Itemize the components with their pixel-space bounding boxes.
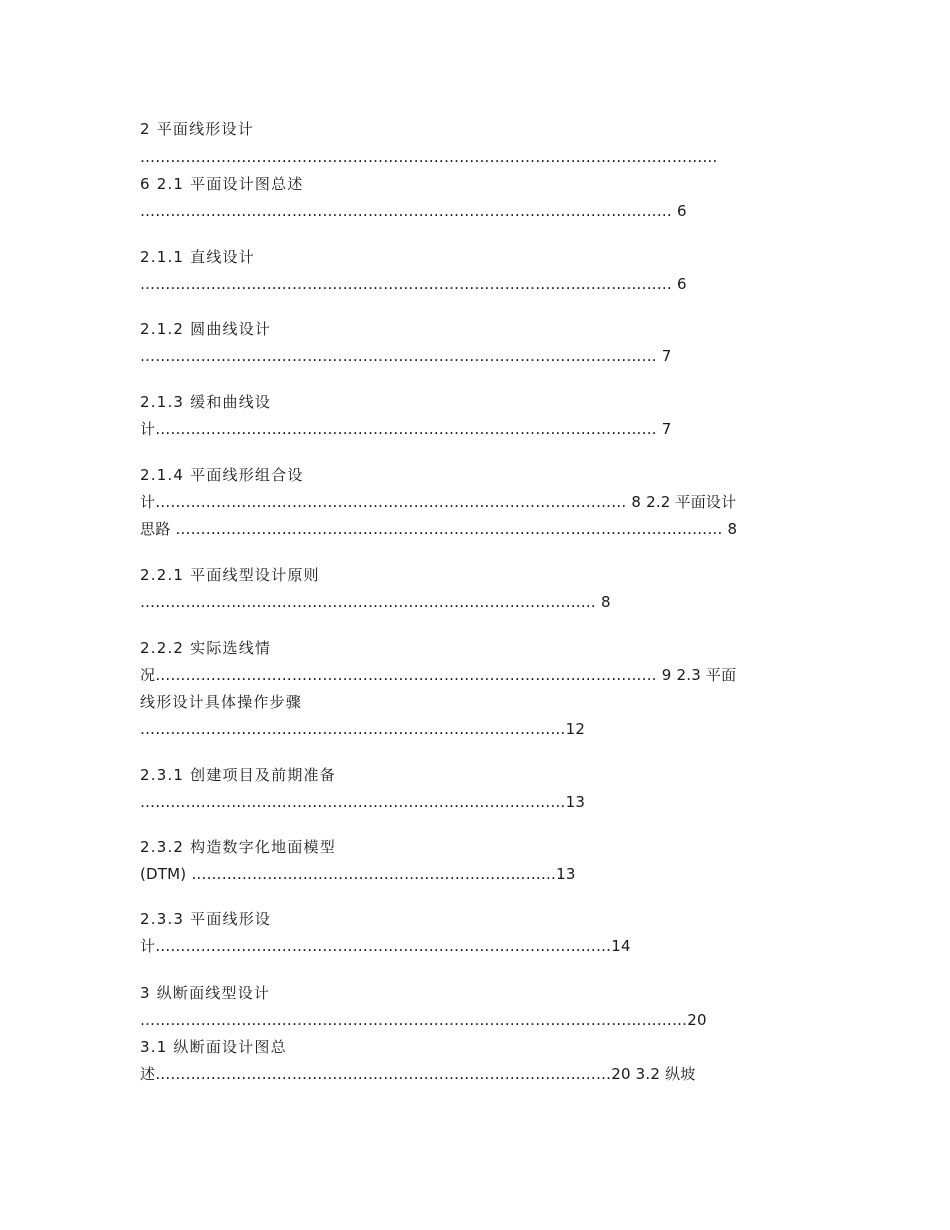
toc-heading-2: 2 平面线形设计 (140, 120, 254, 138)
toc-leader-line: …………………………………………………………………………………………… 6 (140, 275, 687, 293)
toc-leader-line: ………………………………………………………………………………………………20 (140, 1011, 707, 1029)
toc-entry-2-1-4: 2.1.4 平面线形组合设 (140, 466, 304, 484)
toc-leader-line: 计……………………………………………………………………………………… 7 (140, 420, 672, 438)
toc-leader-line: ………………………………………………………………………………………… 7 (140, 347, 672, 365)
toc-leader-line: 计………………………………………………………………………………… 8 2.2 平面设计 (140, 493, 737, 511)
toc-leader-line: 述………………………………………………………………………………20 3.2 纵坡 (140, 1065, 696, 1083)
toc-entry-2-1: 6 2.1 平面设计图总述 (140, 175, 304, 193)
toc-heading-3: 3 纵断面线型设计 (140, 984, 271, 1002)
toc-leader-line: 况……………………………………………………………………………………… 9 2.3 平面 (140, 666, 737, 684)
toc-leader-line: ……………………………………………………………………………… 8 (140, 593, 611, 611)
toc-leader-line: (DTM) ………………………………………………………………13 (140, 865, 576, 883)
toc-leader-line: …………………………………………………………………………12 (140, 720, 586, 738)
toc-leader-line: 思路 ……………………………………………………………………………………………… 8 (140, 520, 738, 538)
toc-entry-3-1: 3.1 纵断面设计图总 (140, 1038, 287, 1056)
toc-leader-line: …………………………………………………………………………………………… 6 (140, 202, 687, 220)
toc-entry-2-1-3: 2.1.3 缓和曲线设 (140, 393, 272, 411)
toc-entry-2-1-2: 2.1.2 圆曲线设计 (140, 320, 272, 338)
toc-leader-line: …………………………………………………………………………13 (140, 793, 586, 811)
toc-entry-2-2-1: 2.2.1 平面线型设计原则 (140, 566, 320, 584)
toc-entry-2-2-2: 2.2.2 实际选线情 (140, 639, 272, 657)
toc-entry-2-3-cont: 线形设计具体操作步骤 (140, 693, 303, 711)
toc-entry-2-1-1: 2.1.1 直线设计 (140, 248, 255, 266)
toc-entry-2-3-2: 2.3.2 构造数字化地面模型 (140, 838, 336, 856)
toc-leader-line: 计………………………………………………………………………………14 (140, 937, 631, 955)
toc-entry-2-3-1: 2.3.1 创建项目及前期准备 (140, 766, 336, 784)
toc-entry-2-3-3: 2.3.3 平面线形设 (140, 910, 272, 928)
toc-leader-line: …………………………………………………………………………………………………… (140, 148, 718, 166)
